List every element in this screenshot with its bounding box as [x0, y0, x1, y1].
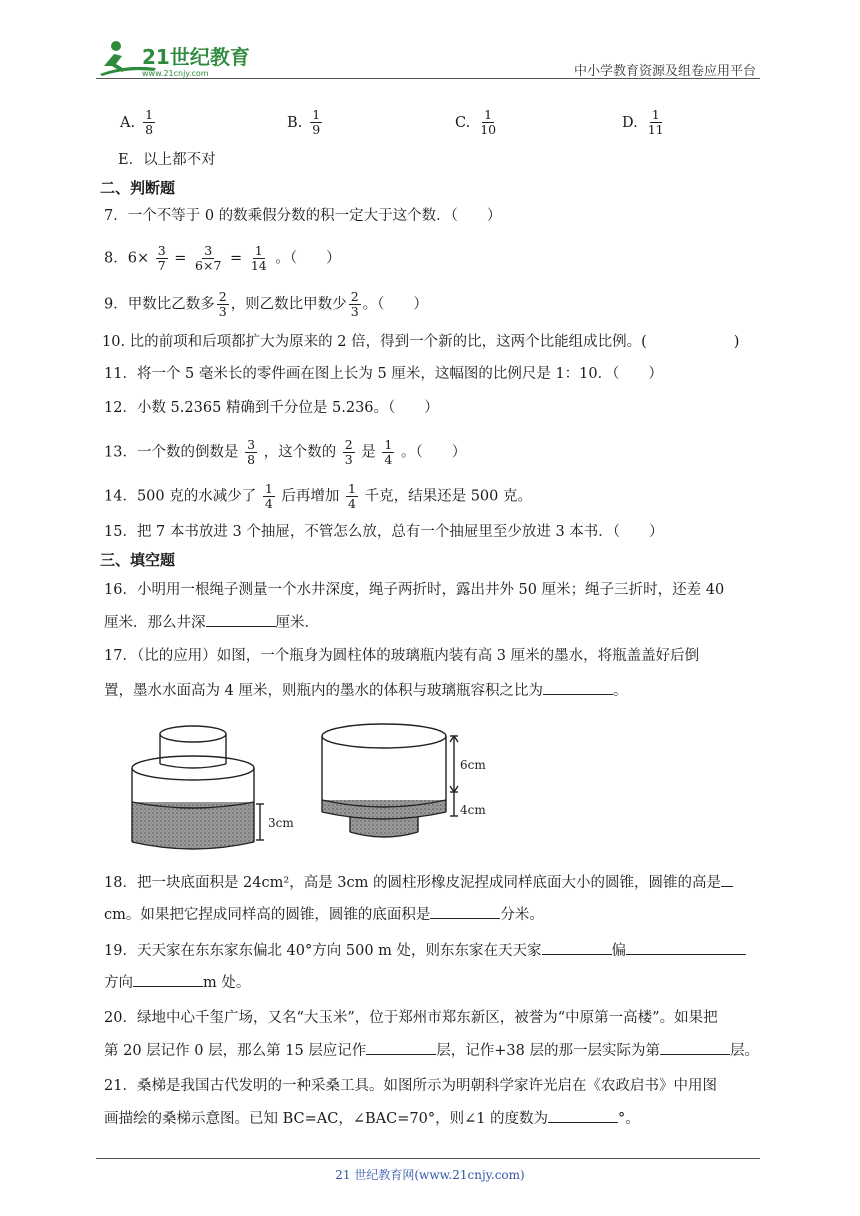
question-20-line-2: 第 20 层记作 0 层，那么第 15 层应记作 层，记作+38 层的那一层实际为第 层。: [104, 1040, 759, 1061]
question-21-line-2: 画描绘的桑梯示意图。已知 BC=AC，∠BAC=70°，则∠1 的度数为 °。: [104, 1108, 640, 1129]
question-21-line-1: 21．桑梯是我国古代发明的一种采桑工具。如图所示为明朝科学家许光启在《农政启书》中用图: [104, 1078, 717, 1094]
question-8: 8．6× $\frac{3}{7}$ = $\frac{3}{6\times 7}$ = $\frac{1}{14}$ 。（ ）: [104, 243, 341, 273]
svg-text:4cm: 4cm: [460, 803, 486, 817]
question-17-line-2: 置，墨水水面高为 4 厘米，则瓶内的墨水的体积与玻璃瓶容积之比为 。: [104, 680, 627, 701]
option-b: B. $\frac{1}{9}$: [287, 107, 321, 137]
section-title-fill-in: 三、填空题: [100, 551, 176, 569]
question-10: 10. 比的前项和后项都扩大为原来的 2 倍，得到一个新的比，这两个比能组成比例。( ): [102, 334, 740, 350]
question-9: 9．甲数比乙数多 $\frac{2}{3}$ ，则乙数比甲数少 $\frac{2}{3}$ 。（ ）: [104, 289, 428, 319]
section-title-judgement: 二、判断题: [100, 179, 176, 197]
question-12: 12．小数 5.2365 精确到千分位是 5.236。（ ）: [104, 400, 439, 416]
svg-text:21世纪教育: 21世纪教育: [142, 45, 250, 69]
answer-blank[interactable]: [133, 972, 203, 987]
site-logo: [96, 36, 266, 80]
upright-bottle: [132, 726, 264, 849]
bottle-figure: [128, 720, 498, 855]
answer-blank[interactable]: [206, 612, 276, 627]
option-a: A. $\frac{1}{8}$: [120, 107, 154, 137]
answer-blank[interactable]: [626, 940, 746, 955]
question-11: 11．将一个 5 毫米长的零件画在图上长为 5 厘米，这幅图的比例尺是 1：10．（ ）: [104, 366, 663, 382]
option-d: D. $\frac{1}{11}$: [622, 107, 664, 137]
question-19-line-1: 19．天天家在东东家东偏北 40°方向 500 m 处，则东东家在天天家 偏: [104, 940, 746, 961]
question-14: 14．500 克的水减少了 $\frac{1}{4}$ 后再增加 $\frac{1}{4}$ 千克，结果还是 500 克。: [104, 481, 532, 511]
svg-text:6cm: 6cm: [460, 758, 486, 772]
question-18-line-1: 18．把一块底面积是 24cm²，高是 3cm 的圆柱形橡皮泥捏成同样底面大小的圆锥，圆锥的高是: [104, 872, 733, 893]
footer-link[interactable]: 21 世纪教育网(www.21cnjy.com): [335, 1168, 525, 1182]
footer-divider: [96, 1158, 760, 1159]
answer-blank[interactable]: [548, 1108, 618, 1123]
question-16-line-2: 厘米．那么井深 厘米．: [104, 612, 319, 633]
question-19-line-2: 方向 m 处。: [104, 972, 250, 993]
question-18-line-2: cm。如果把它捏成同样高的圆锥，圆锥的底面积是 分米。: [104, 904, 544, 925]
question-16-line-1: 16．小明用一根绳子测量一个水井深度，绳子两折时，露出井外 50 厘米；绳子三折时，还差 40: [104, 582, 725, 598]
answer-blank[interactable]: [721, 872, 733, 887]
svg-text:3cm: 3cm: [268, 816, 294, 830]
question-7: 7．一个不等于 0 的数乘假分数的积一定大于这个数．（ ）: [104, 208, 502, 224]
inverted-bottle: [322, 724, 458, 837]
answer-blank[interactable]: [542, 940, 612, 955]
answer-blank[interactable]: [660, 1040, 730, 1055]
answer-blank[interactable]: [543, 680, 613, 695]
answer-blank[interactable]: [430, 904, 500, 919]
question-13: 13．一个数的倒数是 $\frac{3}{8}$ ，这个数的 $\frac{2}{3}$ 是 $\frac{1}{4}$ 。（ ）: [104, 437, 467, 467]
header-divider: [96, 78, 760, 79]
answer-blank[interactable]: [366, 1040, 436, 1055]
platform-name: 中小学教育资源及组卷应用平台: [573, 64, 756, 79]
svg-text:www.21cnjy.com: www.21cnjy.com: [142, 69, 209, 78]
option-c: C. $\frac{1}{10}$: [455, 107, 497, 137]
option-e: E．以上都不对: [118, 152, 216, 168]
question-20-line-1: 20．绿地中心千玺广场，又名“大玉米”，位于郑州市郑东新区，被誉为“中原第一高楼”。如果把: [104, 1010, 718, 1026]
question-15: 15．把 7 本书放进 3 个抽屉，不管怎么放，总有一个抽屉里至少放进 3 本书．（ ）: [104, 524, 664, 540]
question-17-line-1: 17．（比的应用）如图，一个瓶身为圆柱体的玻璃瓶内装有高 3 厘米的墨水，将瓶盖盖好后倒: [104, 648, 700, 664]
